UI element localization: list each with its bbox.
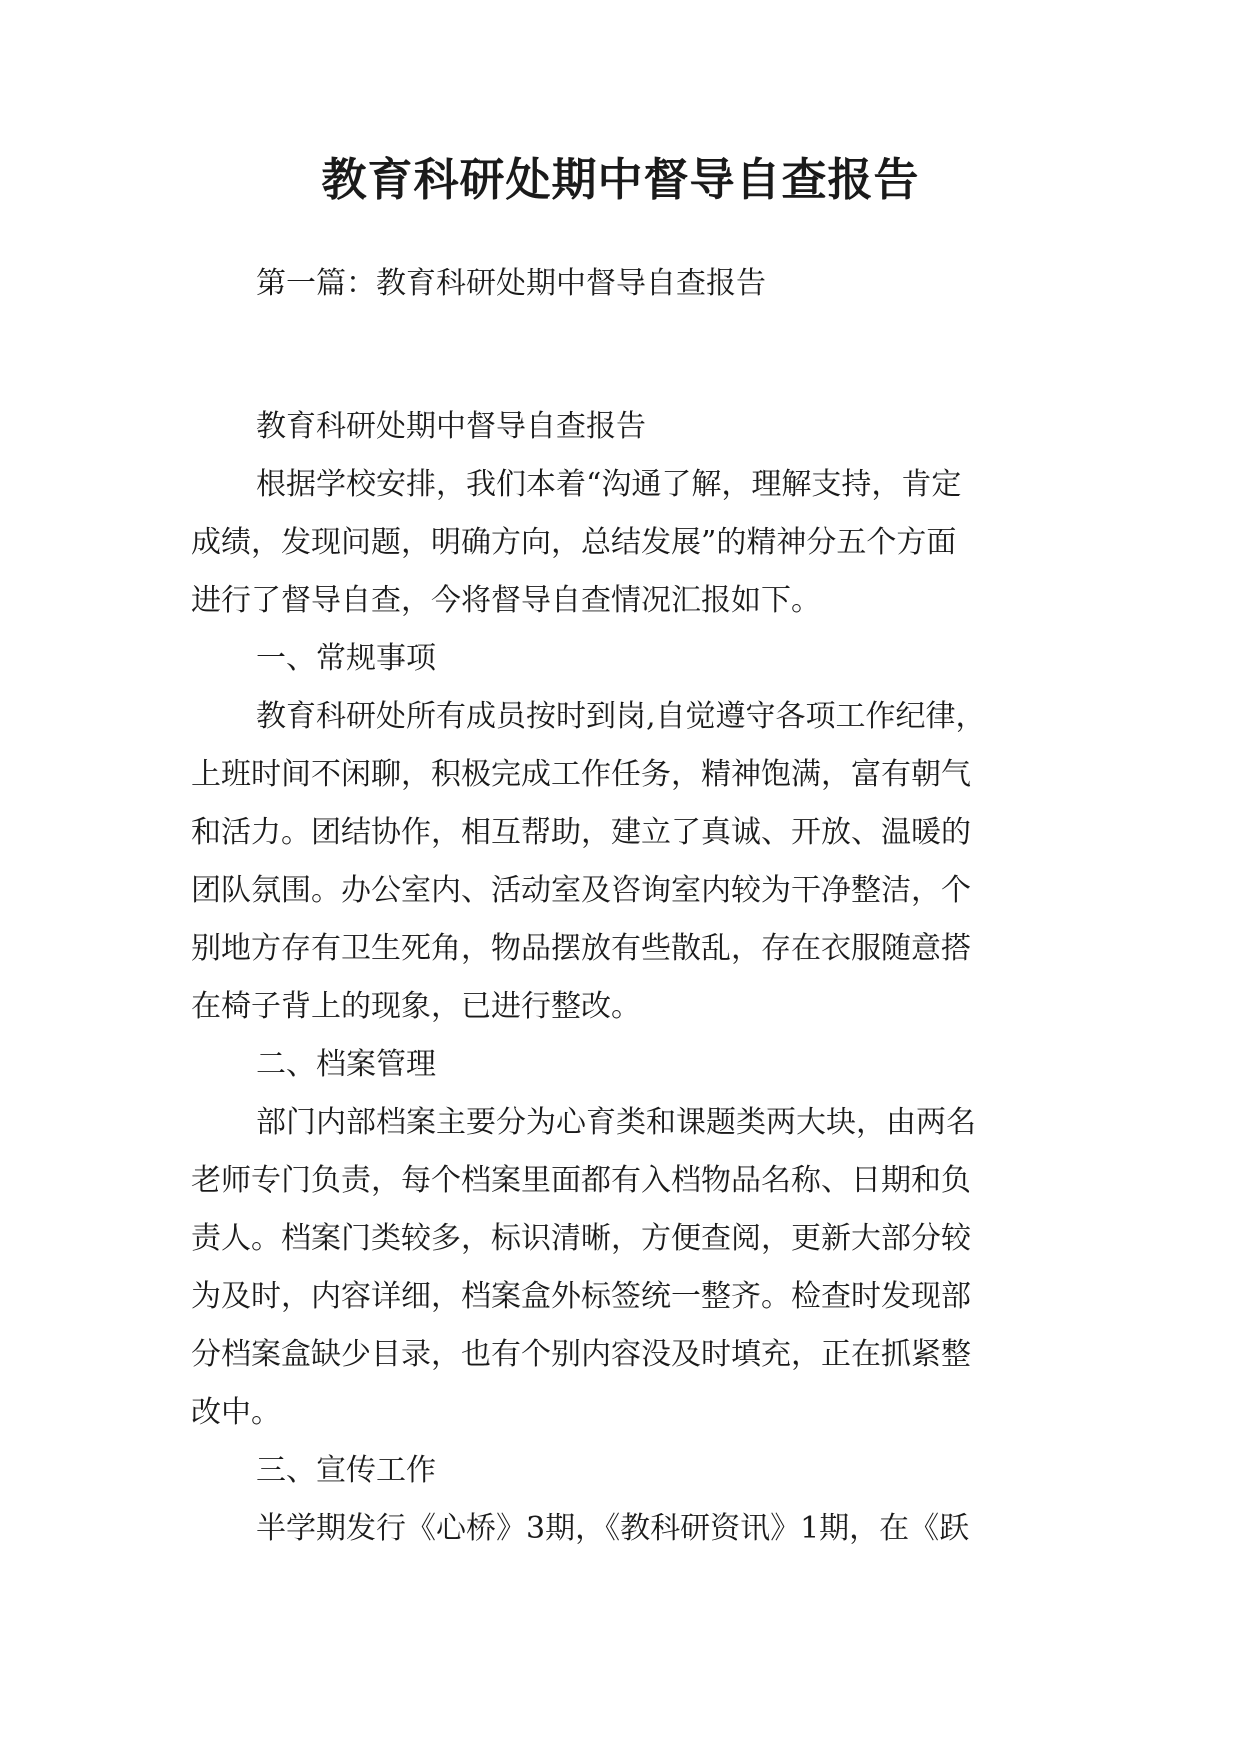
section-heading: 一、常规事项 — [256, 641, 436, 676]
paragraph-line: 和活力。团结协作，相互帮助，建立了真诚、开放、温暖的 — [191, 815, 971, 850]
paragraph-line: 为及时，内容详细，档案盒外标签统一整齐。检查时发现部 — [191, 1279, 971, 1314]
paragraph-line: 责人。档案门类较多，标识清晰，方便查阅，更新大部分较 — [191, 1221, 971, 1256]
document-title: 教育科研处期中督导自查报告 — [321, 153, 920, 206]
section-heading: 二、档案管理 — [256, 1047, 436, 1082]
paragraph-line: 上班时间不闲聊，积极完成工作任务，精神饱满，富有朝气 — [191, 757, 971, 792]
paragraph-line: 团队氛围。办公室内、活动室及咨询室内较为干净整洁，个 — [191, 873, 971, 908]
paragraph-line: 改中。 — [191, 1395, 281, 1430]
paragraph-line: 部门内部档案主要分为心育类和课题类两大块，由两名 — [256, 1105, 976, 1140]
section-heading: 三、宣传工作 — [256, 1453, 436, 1488]
paragraph-line: 进行了督导自查，今将督导自查情况汇报如下。 — [191, 583, 821, 618]
chapter-heading: 第一篇：教育科研处期中督导自查报告 — [256, 266, 766, 301]
report-subtitle: 教育科研处期中督导自查报告 — [256, 409, 646, 444]
paragraph-line: 老师专门负责，每个档案里面都有入档物品名称、日期和负 — [191, 1163, 971, 1198]
paragraph-line: 半学期发行《心桥》3期，《教科研资讯》1期，在《跃 — [256, 1511, 970, 1546]
paragraph-line: 教育科研处所有成员按时到岗,自觉遵守各项工作纪律， — [256, 699, 986, 734]
paragraph-line: 别地方存有卫生死角，物品摆放有些散乱，存在衣服随意搭 — [191, 931, 971, 966]
paragraph-line: 在椅子背上的现象，已进行整改。 — [191, 989, 641, 1024]
paragraph-line: 根据学校安排，我们本着“沟通了解，理解支持，肯定 — [256, 467, 962, 502]
paragraph-line: 分档案盒缺少目录，也有个别内容没及时填充，正在抓紧整 — [191, 1337, 971, 1372]
paragraph-line: 成绩，发现问题，明确方向，总结发展”的精神分五个方面 — [191, 525, 957, 560]
